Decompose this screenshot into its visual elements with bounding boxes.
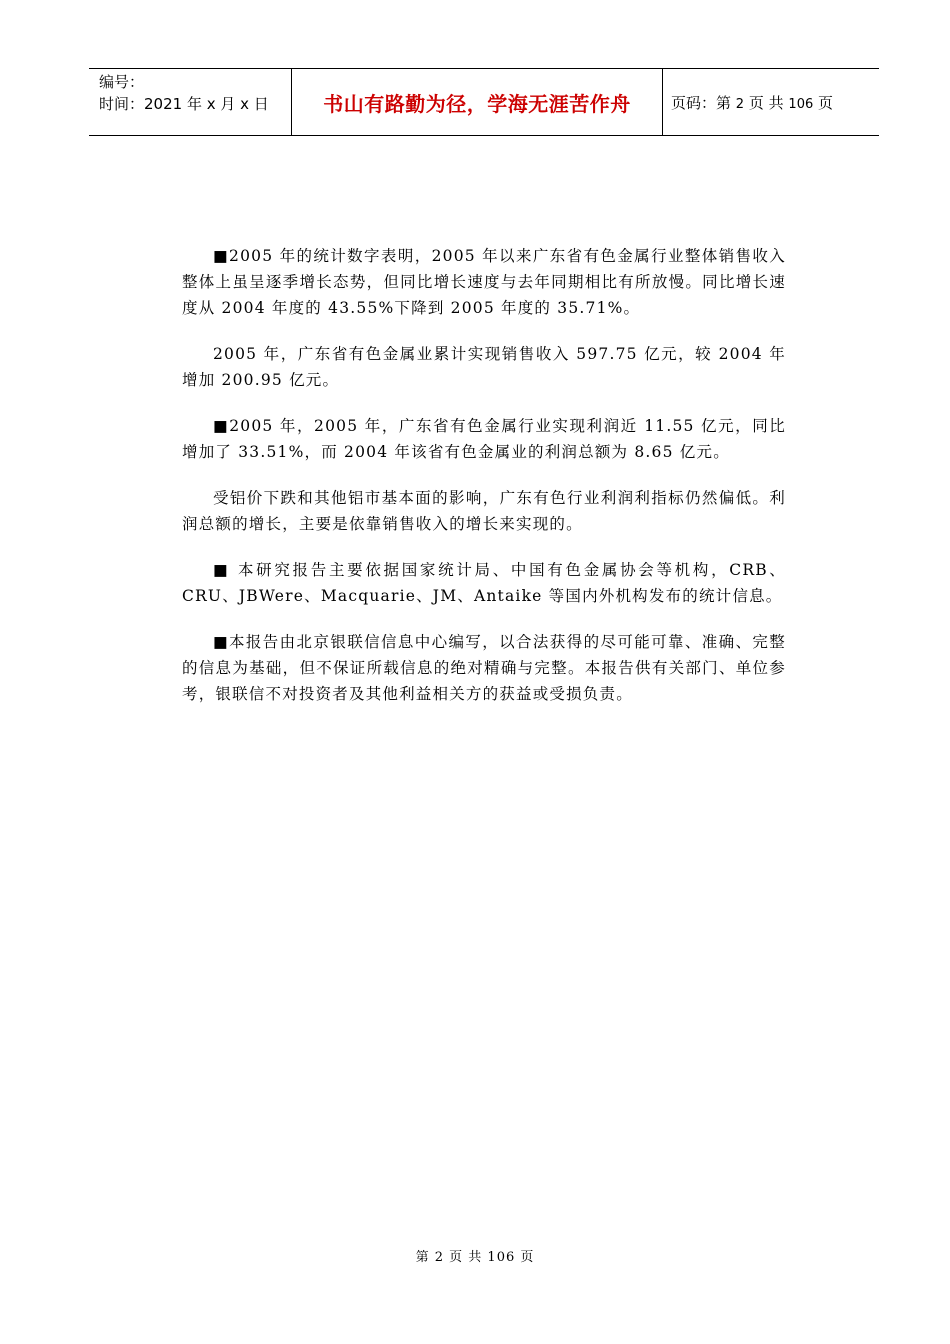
paragraph: ■2005 年的统计数字表明，2005 年以来广东省有色金属行业整体销售收入整体上虽呈逐季增长态势，但同比增长速度与去年同期相比有所放慢。同比增长速度从 2004 年度的 43.55%下降到 2005 年度的 35.71%。 <box>182 247 786 317</box>
paragraph: 2005 年，广东省有色金属业累计实现销售收入 597.75 亿元，较 2004 年增加 200.95 亿元。 <box>182 345 786 389</box>
header-page-info <box>663 69 879 135</box>
time-label: 时间：2021 年 x 月 x 日 <box>99 95 269 113</box>
code-label: 编号： <box>99 73 145 91</box>
paragraph: 受铝价下跌和其他铝市基本面的影响，广东有色行业利润利指标仍然偏低。利润总额的增长，主要是依靠销售收入的增长来实现的。 <box>182 489 786 533</box>
page-prefix: 页码：第 <box>671 93 732 112</box>
page-number-label <box>671 92 879 113</box>
paragraph: ■ 本研究报告主要依据国家统计局、中国有色金属协会等机构，CRB、CRU、JBWere、Macquarie、JM、Antaike 等国内外机构发布的统计信息。 <box>182 561 786 605</box>
page-num: 2 <box>735 96 745 112</box>
paragraph: ■本报告由北京银联信信息中心编写，以合法获得的尽可能可靠、准确、完整的信息为基础，但不保证所载信息的绝对精确与完整。本报告供有关部门、单位参考，银联信不对投资者及其他利益相关方的获益或受损负责。 <box>182 633 786 703</box>
paragraph: ■2005 年，2005 年，广东省有色金属行业实现利润近 11.55 亿元，同比增加了 33.51%，而 2004 年该省有色金属业的利润总额为 8.65 亿元。 <box>182 417 786 461</box>
page-header <box>89 68 879 136</box>
header-meta <box>89 69 291 135</box>
document-body <box>182 243 786 727</box>
header-motto-cell <box>291 69 663 135</box>
page-total: 106 <box>788 96 814 112</box>
header-motto: 书山有路勤为径，学海无涯苦作舟 <box>323 91 631 116</box>
page-mid: 页 共 <box>748 93 784 112</box>
page-suffix: 页 <box>818 93 834 112</box>
page-footer: 第 2 页 共 106 页 <box>415 1250 535 1265</box>
